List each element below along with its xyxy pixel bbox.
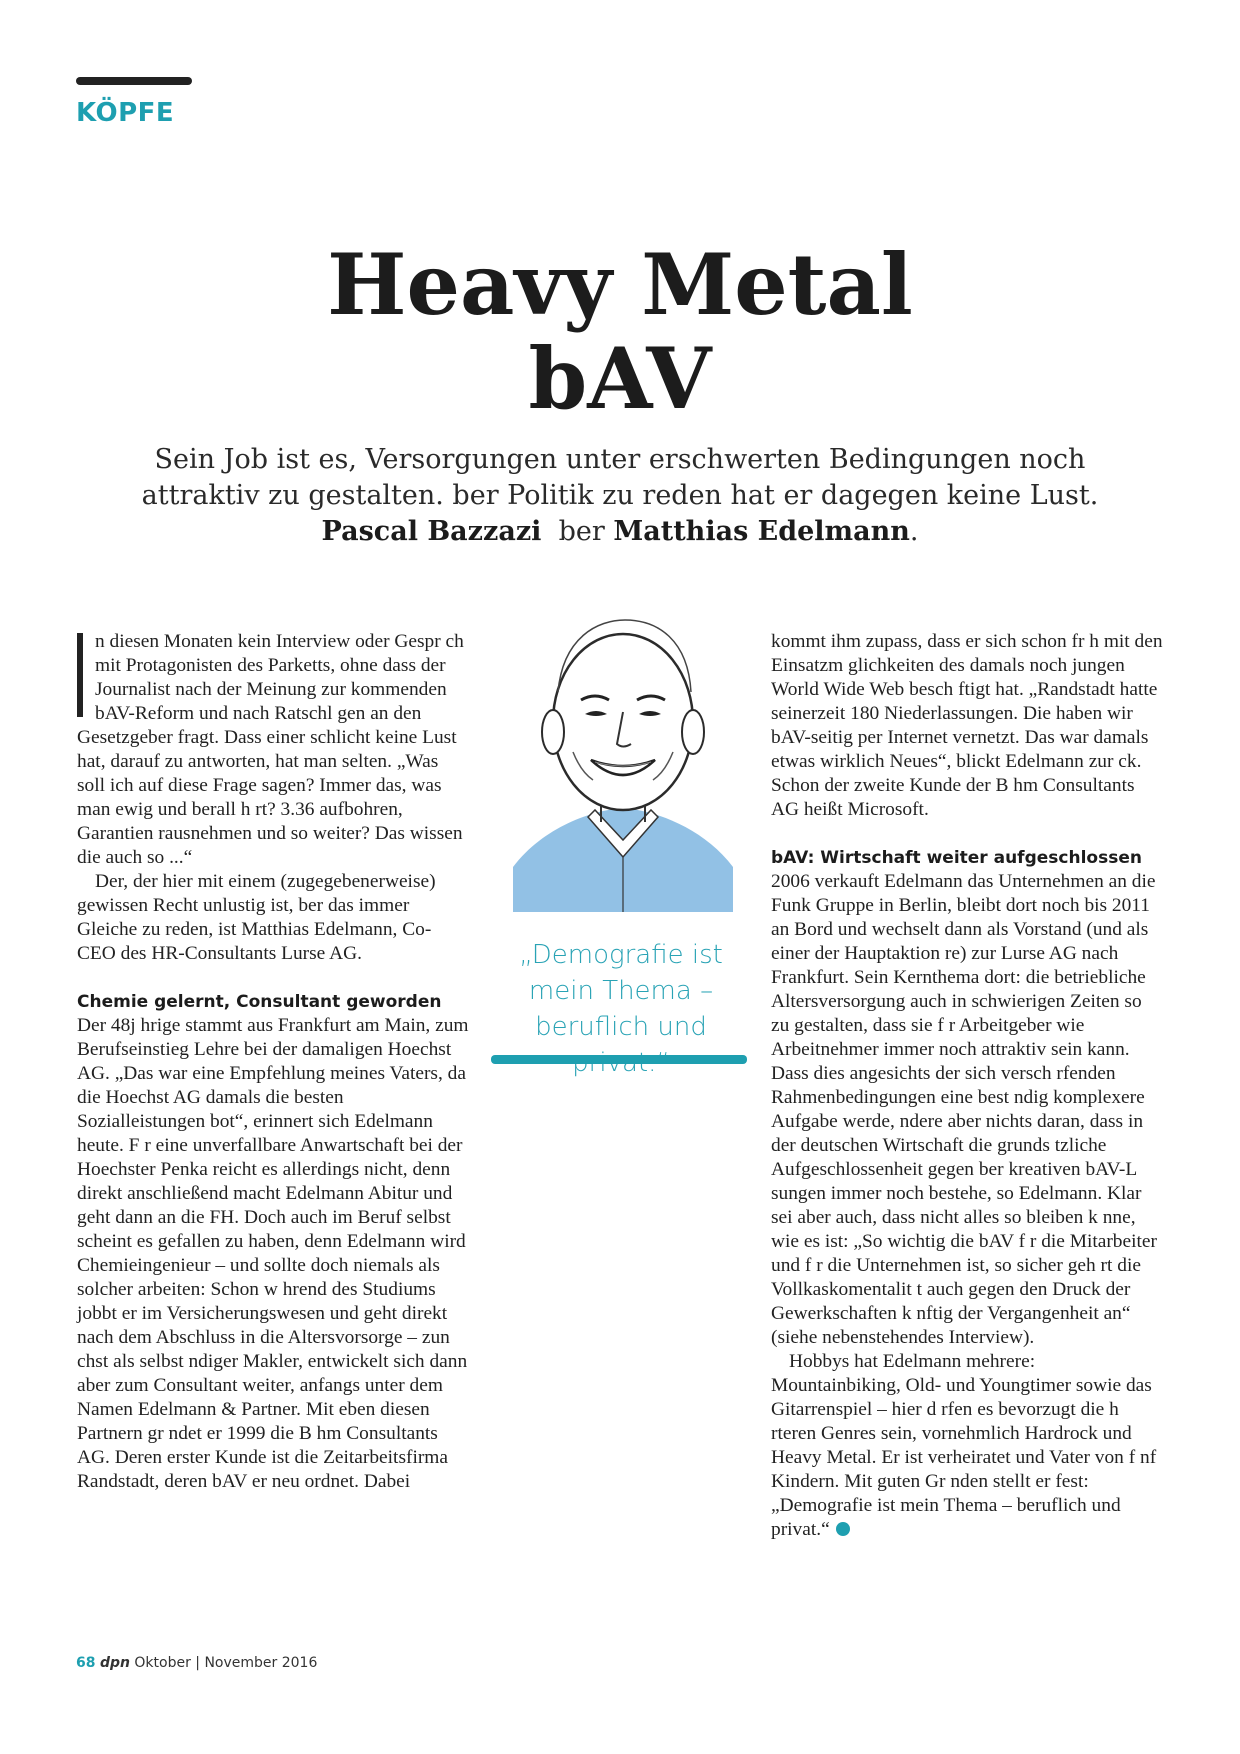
section-rule bbox=[76, 77, 192, 85]
portrait-illustration bbox=[503, 612, 743, 912]
byline bbox=[100, 514, 1140, 550]
byline-author: Pascal Bazzazi bbox=[321, 516, 542, 547]
lead-line-1: Sein Job ist es, Versorgungen unter erschwerten Bedingungen noch bbox=[154, 444, 1086, 475]
subheading: bAV: Wirtschaft weiter aufgeschlossen bbox=[771, 848, 1142, 868]
paragraph: 2006 verkauft Edelmann das Unternehmen an die Funk Gruppe in Berlin, bleibt dort noch bis 2011 an Bord und wechselt dann als Vorstand (und als einer der Hauptaktion re) zur Lurse AG nach Frankfurt. Sein Kernthema dort: die betriebliche Altersversorgung auch in schwierigen Zeiten so zu gestalten, dass sie f r Arbeitgeber wie Arbeitnehmer immer noch attraktiv sein kann. Dass dies angesichts der sich versch rfenden Rahmenbedingungen eine best ndig komplexere Aufgabe werde, ndere aber nichts daran, dass in der deutschen Wirtschaft die grunds tzliche Aufgeschlossenheit gegen ber kreativen bAV-L sungen immer noch bestehe, so Edelmann. Klar sei aber auch, dass nicht alles so bleiben k nne, wie es ist: „So wichtig die bAV f r die Mitarbeiter und f r die Unternehmen ist, so sicher geh rt die Vollkaskomentalit t auch gegen den Druck der Gewerkschaften k nftig der Vergangenheit an“ (siehe nebenstehendes Interview). bbox=[771, 871, 1157, 1348]
pull-quote-rule bbox=[491, 1055, 747, 1064]
end-mark bbox=[836, 1522, 850, 1536]
headline bbox=[0, 235, 1240, 428]
closing-text: Hobbys hat Edelmann mehrere: Mountainbiking, Old- und Youngtimer sowie das Gitarrenspiel – hier d rfen es bevorzugt die h rteren Genres sein, vornehmlich Hardrock und Heavy Metal. Er ist verheiratet und Vater von f nf Kindern. Mit guten Gr nden stellt er fest: „Demografie ist mein Thema – beruflich und privat.“ bbox=[771, 1351, 1157, 1540]
byline-subject: Matthias Edelmann bbox=[613, 516, 910, 547]
issue-date: Oktober | November 2016 bbox=[134, 1655, 318, 1671]
column-left bbox=[77, 630, 469, 1494]
page-number: 68 bbox=[76, 1655, 96, 1671]
pull-quote: „Demografie ist mein Thema – beruflich und bbox=[519, 940, 723, 1042]
drop-cap-bar bbox=[77, 633, 83, 717]
lead-paragraph bbox=[100, 442, 1140, 550]
intro-paragraph bbox=[77, 630, 469, 870]
headline-line-1: Heavy Metal bbox=[327, 235, 913, 334]
paragraph: Der 48j hrige stammt aus Frankfurt am Main, zum Berufseinstieg Lehre bei der damaligen Hoechst AG. „Das war eine Empfehlung meines Vaters, da die Hoechst AG damals die besten Sozialleistungen bot“, erinnert sich Edelmann heute. F r eine unverfallbare Anwartschaft bei der Hoechster Penka reicht es allerdings nicht, denn direkt anschließend macht Edelmann Abitur und geht dann an die FH. Doch auch im Beruf selbst scheint es gefallen zu haben, denn Edelmann wird Chemieingenieur – und sollte doch niemals als solcher arbeiten: Schon w hrend des Studiums jobbt er im Versicherungswesen und geht direkt nach dem Abschluss in die Altersvorsorge – zun chst als selbst ndiger Makler, entwickelt sich dann aber zum Consultant weiter, anfangs unter dem Namen Edelmann & Partner. Mit eben diesen Partnern gr ndet er 1999 die B hm Consultants AG. Deren erster Kunde ist die Zeitarbeitsfirma Randstadt, deren bAV er neu ordnet. Dabei bbox=[77, 1015, 469, 1492]
byline-connector: ber bbox=[541, 516, 614, 547]
page-footer bbox=[76, 1655, 317, 1671]
paragraph: kommt ihm zupass, dass er sich schon fr h mit den Einsatzm glichkeiten des damals noch jungen World Wide Web besch ftigt hat. „Randstadt hatte seinerzeit 180 Niederlassungen. Die haben wir bAV-seitig per Internet vernetzt. Das war damals etwas wirklich Neues“, blickt Edelmann zur ck. Schon der zweite Kunde der B hm Consultants AG heißt Microsoft. bbox=[771, 631, 1163, 820]
section-label: KÖPFE bbox=[76, 98, 175, 128]
subheading: Chemie gelernt, Consultant geworden bbox=[77, 992, 442, 1012]
closing-paragraph bbox=[771, 1350, 1163, 1542]
column-right bbox=[771, 630, 1163, 1542]
headline-line-2: bAV bbox=[528, 329, 712, 428]
magazine-logo: dpn bbox=[99, 1655, 130, 1671]
byline-end: . bbox=[909, 516, 919, 547]
intro-text: n diesen Monaten kein Interview oder Gespr ch mit Protagonisten des Parketts, ohne dass der Journalist nach der Meinung zur kommenden bAV-Reform und nach Ratschl gen an den Gesetzgeber fragt. Dass einer schlicht keine Lust hat, darauf zu antworten, hat man selten. „Was soll ich auf diese Frage sagen? Immer das, was man ewig und berall h rt? 3.36 aufbohren, Garantien rausnehmen und so weiter? Das wissen die auch so ...“ bbox=[77, 631, 464, 868]
lead-line-2: attraktiv zu gestalten. ber Politik zu reden hat er dagegen keine Lust. bbox=[141, 480, 1099, 511]
paragraph: Der, der hier mit einem (zugegebenerweise) gewissen Recht unlustig ist, ber das immer Gleiche zu reden, ist Matthias Edelmann, Co-CEO des HR-Consultants Lurse AG. bbox=[77, 871, 436, 964]
